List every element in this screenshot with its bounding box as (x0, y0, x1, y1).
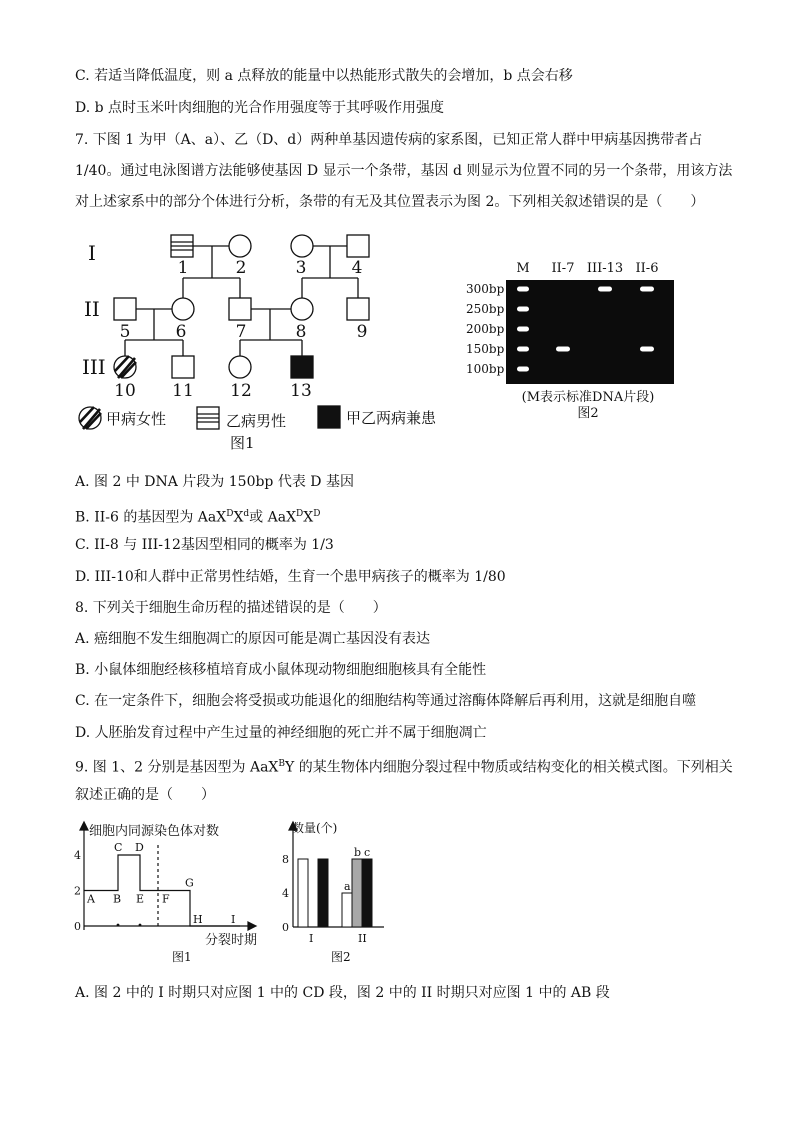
q9-text2: Y 的某生物体内细胞分裂过程中物质或结构变化的相关模式图。下列相关 (285, 759, 733, 776)
q9-sup: B (278, 759, 286, 769)
gel-figure (460, 255, 680, 425)
option-7b-sup4: D (313, 509, 321, 519)
gel-background (506, 280, 674, 384)
question-9-line2: 叙述正确的是（ ） (75, 787, 215, 803)
individual-7 (229, 298, 251, 320)
legend-symbol-b (197, 407, 219, 429)
individual-4 (347, 235, 369, 257)
marker-band (517, 367, 529, 372)
question-7-line2: 1/40。通过电泳图谱方法能够使基因 D 显示一个条带，基因 d 则显示为位置不同的另一个条带，用该方法 (75, 163, 733, 179)
id-label: 8 (295, 322, 307, 342)
sample-band (556, 347, 570, 352)
chart2-bar-a (298, 859, 308, 927)
chart1-dot (139, 924, 141, 926)
chart2-bar-label: a (344, 880, 351, 893)
id-label: 11 (172, 381, 194, 401)
chart1-ytick: 4 (74, 849, 81, 862)
question-8: 8. 下列关于细胞生命历程的描述错误的是（ ） (75, 600, 387, 616)
individual-5 (114, 298, 136, 320)
chart-2 (280, 815, 390, 965)
id-label: 6 (175, 322, 187, 342)
chart2-ytick: 0 (282, 921, 289, 934)
marker-band (517, 307, 529, 312)
individual-9 (347, 298, 369, 320)
option-8c: C. 在一定条件下，细胞会将受损或功能退化的细胞结构等通过溶酶体降解后再利用，这就是细胞自噬 (75, 693, 697, 709)
id-label: 13 (290, 381, 312, 401)
chart2-title: 数量(个) (292, 821, 338, 835)
option-7b-sup2: d (243, 509, 250, 519)
pedigree-figure (75, 225, 475, 455)
chart1-point-label: D (135, 841, 144, 854)
chart1-dot (117, 924, 119, 926)
gel-note: (M表示标准DNA片段) (521, 390, 655, 405)
chart1-x-arrow (248, 922, 256, 930)
gen-label-2: II (84, 297, 100, 321)
individual-2 (229, 235, 251, 257)
id-label: 9 (356, 322, 368, 342)
id-label: 2 (235, 258, 247, 278)
option-6d: D. b 点时玉米叶肉细胞的光合作用强度等于其呼吸作用强度 (75, 100, 445, 116)
individual-11 (172, 356, 194, 378)
gel-size-label: 300bp (466, 282, 505, 296)
chart2-category: I (309, 932, 314, 945)
chart1-y-arrow (80, 822, 88, 830)
chart1-point-label: C (114, 841, 123, 854)
legend-label-c: 甲乙两病兼患 (346, 409, 437, 427)
chart1-ytick: 0 (74, 920, 81, 933)
chart2-bar-b (352, 859, 362, 927)
individual-3 (291, 235, 313, 257)
chart1-ytick: 2 (74, 884, 81, 898)
marker-band (517, 347, 529, 352)
question-7-line3: 对上述家系中的部分个体进行分析，条带的有无及其位置表示为图 2。下列相关叙述错误的是（ ） (75, 194, 705, 210)
pedigree-caption: 图1 (230, 434, 255, 452)
sample-band (640, 287, 654, 292)
id-label: 7 (235, 322, 247, 342)
chart1-point-label: F (162, 892, 170, 906)
chart2-caption: 图2 (331, 950, 351, 964)
option-7d: D. III-10和人群中正常男性结婚，生育一个患甲病孩子的概率为 1/80 (75, 569, 506, 585)
chart2-bar-label: b (354, 846, 362, 859)
id-label: 3 (295, 258, 307, 278)
option-8a: A. 癌细胞不发生细胞凋亡的原因可能是凋亡基因没有表达 (75, 631, 431, 647)
chart2-bar-c (362, 859, 372, 927)
option-7b-text: B. II-6 的基因型为 AaX (75, 509, 227, 526)
chart1-point-label: B (113, 892, 122, 906)
chart1-point-label: G (185, 876, 194, 890)
id-label: 4 (351, 258, 363, 278)
chart2-bar-c (318, 859, 328, 927)
option-7b-text4: X (303, 509, 314, 526)
gel-caption: 图2 (577, 406, 599, 421)
chart1-point-label: H (193, 913, 203, 926)
question-9-line1 (75, 754, 733, 778)
chart2-bar-a (342, 893, 352, 927)
option-6c: C. 若适当降低温度，则 a 点释放的能量中以热能形式散失的会增加，b 点会右移 (75, 68, 573, 84)
chart2-ytick: 4 (282, 887, 289, 900)
gel-size-label: 250bp (466, 302, 505, 316)
id-label: 1 (177, 258, 189, 278)
gen-label-3: III (82, 355, 106, 379)
chart1-point-label: A (87, 892, 95, 906)
chart1-point-label: E (136, 892, 145, 906)
individual-10 (114, 356, 136, 378)
lane-label-ii6: II-6 (635, 261, 659, 276)
chart1-caption: 图1 (172, 950, 192, 964)
chart1-series (84, 855, 240, 926)
option-7b-text2: X (233, 509, 244, 526)
chart-1 (70, 818, 270, 968)
chart1-ylabel: 细胞内同源染色体对数 (89, 824, 220, 839)
option-7a: A. 图 2 中 DNA 片段为 150bp 代表 D 基因 (75, 474, 354, 490)
q9-text: 9. 图 1、2 分别是基因型为 AaX (75, 759, 279, 776)
legend-symbol-c (318, 406, 340, 428)
individual-12 (229, 356, 251, 378)
option-8d: D. 人胚胎发育过程中产生过量的神经细胞的死亡并不属于细胞凋亡 (75, 725, 487, 741)
option-8b: B. 小鼠体细胞经核移植培育成小鼠体现动物细胞细胞核具有全能性 (75, 662, 487, 678)
chart1-point-label: I (231, 913, 236, 926)
lane-label-ii7: II-7 (551, 261, 575, 276)
marker-band (517, 327, 529, 332)
gel-size-label: 200bp (466, 322, 505, 336)
sample-band (640, 347, 654, 352)
legend-label-b: 乙病男性 (226, 412, 287, 430)
marker-band (517, 287, 529, 292)
chart2-ytick: 8 (282, 853, 289, 866)
id-label: 5 (119, 322, 131, 342)
chart2-category: II (358, 932, 367, 945)
individual-8 (291, 298, 313, 320)
option-7b (75, 504, 320, 528)
id-label: 12 (230, 381, 252, 401)
gel-size-label: 100bp (466, 362, 505, 376)
id-label: 10 (114, 381, 136, 401)
option-9a: A. 图 2 中的 I 时期只对应图 1 中的 CD 段，图 2 中的 II 时期只对应图 1 中的 AB 段 (75, 985, 610, 1001)
legend-symbol-a (79, 407, 101, 429)
gel-size-label: 150bp (466, 342, 505, 356)
option-7c: C. II-8 与 III-12基因型相同的概率为 1/3 (75, 537, 334, 553)
legend-label-a: 甲病女性 (106, 410, 167, 428)
question-7-line1: 7. 下图 1 为甲（A、a）、乙（D、d）两种单基因遗传病的家系图，已知正常人群中甲病基因携带者占 (75, 132, 703, 148)
chart2-bar-label: c (364, 846, 371, 859)
lane-label-m: M (516, 261, 530, 276)
individual-6 (172, 298, 194, 320)
gen-label-1: I (88, 241, 96, 265)
individual-13 (291, 356, 313, 378)
option-7b-sup1: D (226, 509, 234, 519)
sample-band (598, 287, 612, 292)
lane-label-iii13: III-13 (586, 261, 624, 276)
option-7b-text3: 或 AaX (249, 509, 297, 526)
chart1-xlabel: 分裂时期 (205, 933, 258, 948)
option-7b-sup3: D (296, 509, 304, 519)
